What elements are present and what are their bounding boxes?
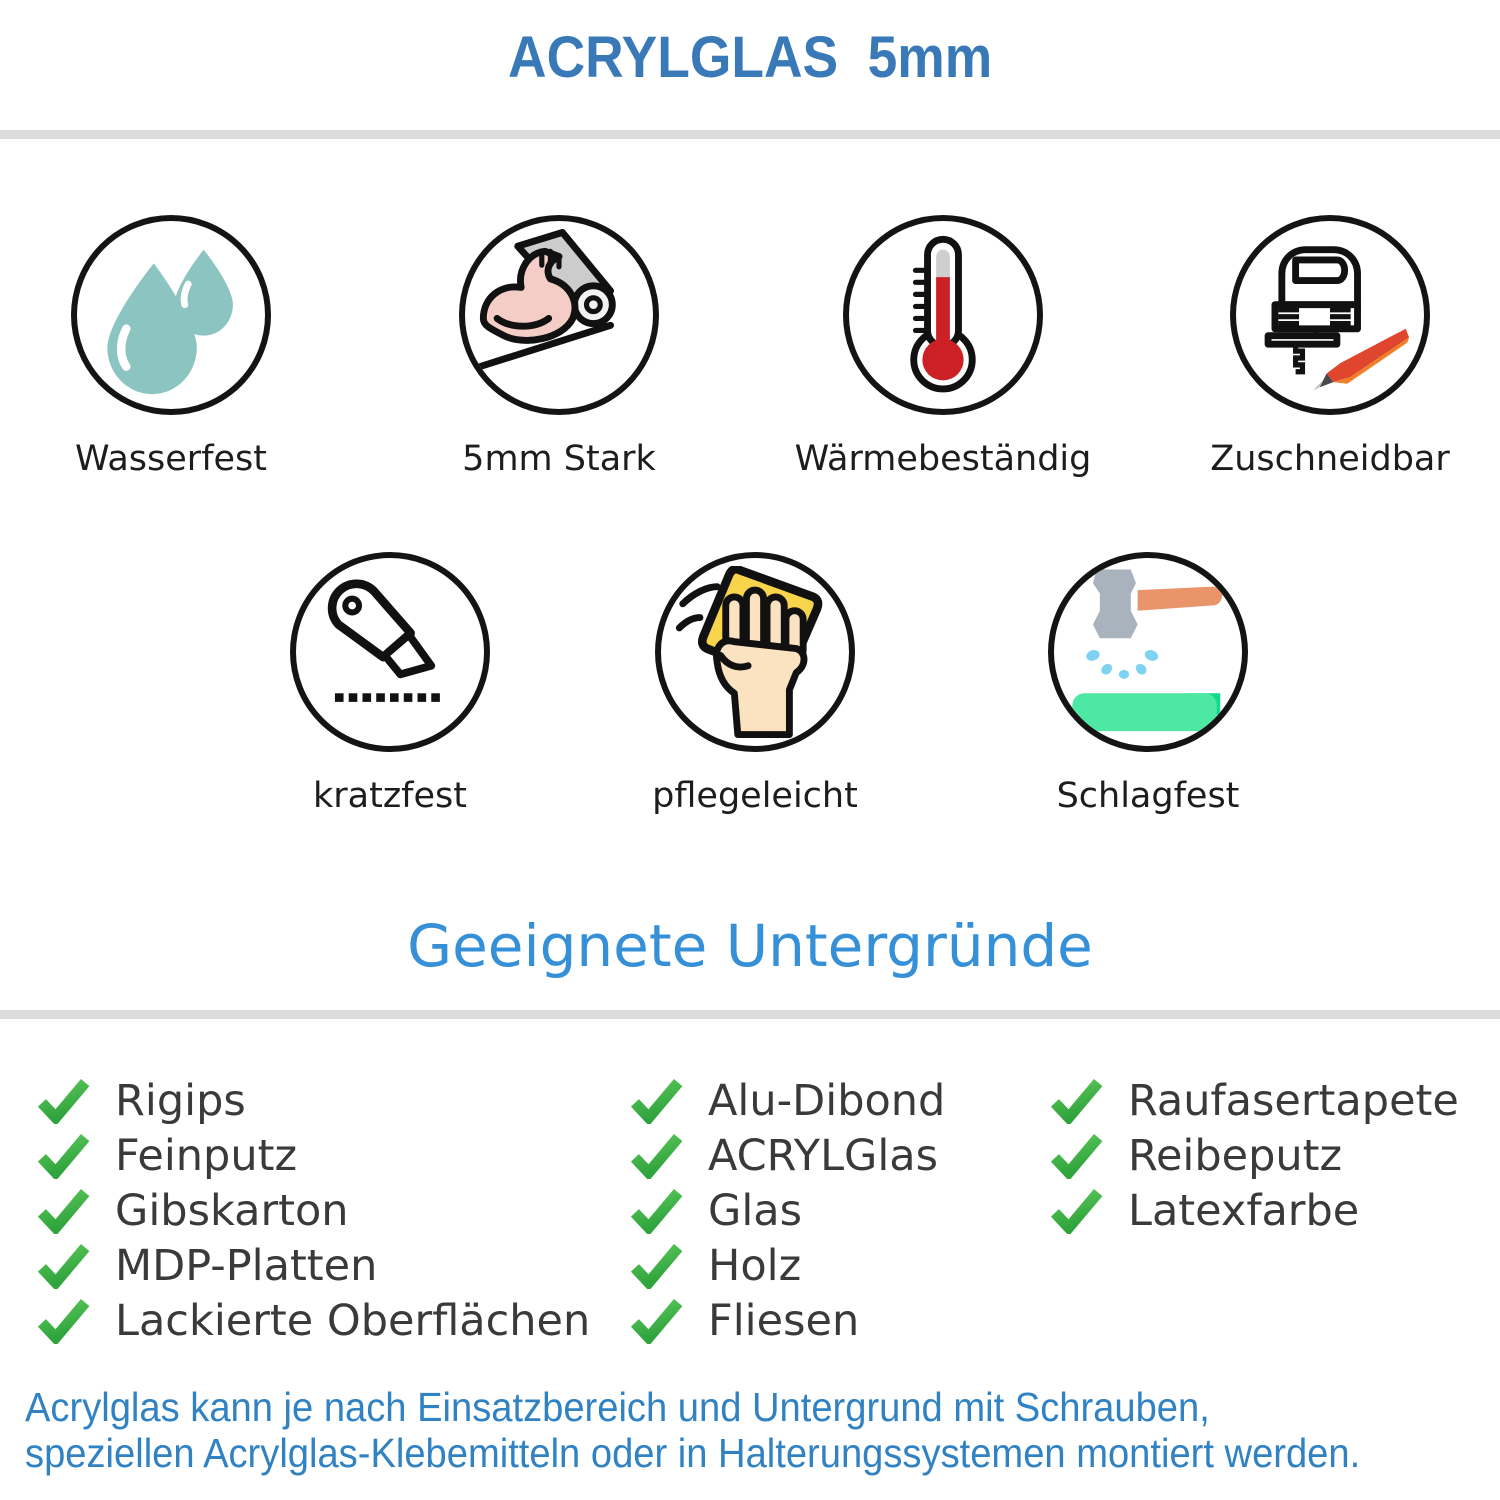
feature-circle: [655, 552, 855, 752]
surface-item: [628, 1238, 945, 1293]
check-icon: [1048, 1133, 1106, 1179]
surface-item: [35, 1073, 590, 1128]
hammer-icon: [1062, 566, 1234, 738]
surface-label: Reibeputz: [1128, 1130, 1343, 1181]
muscle-arm-icon: [473, 229, 645, 401]
feature-label: pflegeleicht: [652, 776, 858, 816]
surface-label: Glas: [708, 1185, 803, 1236]
feature-item-waermebestaendig: [793, 215, 1093, 479]
feature-circle: [1230, 215, 1430, 415]
check-icon: [1048, 1188, 1106, 1234]
page-title: ACRYLGLAS 5mm: [507, 25, 993, 90]
check-icon: [628, 1133, 686, 1179]
feature-label: Schlagfest: [1056, 776, 1240, 816]
check-icon: [35, 1133, 93, 1179]
surface-label: Rigips: [115, 1075, 246, 1126]
jigsaw-icon: [1244, 229, 1416, 401]
surface-label: Feinputz: [115, 1130, 298, 1181]
feature-circle: [459, 215, 659, 415]
feature-item-kratzfest: [240, 552, 540, 816]
feature-circle: [843, 215, 1043, 415]
feature-label: 5mm Stark: [462, 439, 656, 479]
surface-item: [628, 1183, 945, 1238]
surfaces-heading: Geeignete Untergründe: [407, 912, 1093, 980]
surface-label: Raufasertapete: [1128, 1075, 1459, 1126]
feature-label: Zuschneidbar: [1210, 439, 1450, 479]
mounting-note-line2: speziellen Acrylglas-Klebemitteln oder in Halterungssystemen montiert werden.: [25, 1430, 1361, 1476]
surface-label: Latexfarbe: [1128, 1185, 1360, 1236]
feature-item-schlagfest: [998, 552, 1298, 816]
water-drops-icon: [85, 229, 257, 401]
mounting-note: [25, 1384, 1485, 1476]
surface-item: [1048, 1073, 1459, 1128]
feature-item-pflegeleicht: [605, 552, 905, 816]
surface-label: ACRYLGlas: [708, 1130, 939, 1181]
surface-label: Holz: [708, 1240, 802, 1291]
check-icon: [628, 1298, 686, 1344]
feature-item-5mm-stark: [409, 215, 709, 479]
divider-middle: [0, 1010, 1500, 1019]
surface-item: [35, 1183, 590, 1238]
feature-circle: [71, 215, 271, 415]
check-icon: [35, 1243, 93, 1289]
feature-item-wasserfest: [21, 215, 321, 479]
check-icon: [628, 1078, 686, 1124]
surface-item: [35, 1238, 590, 1293]
check-icon: [35, 1298, 93, 1344]
divider-top: [0, 130, 1500, 139]
surface-item: [628, 1128, 945, 1183]
feature-circle: [1048, 552, 1248, 752]
feature-label: kratzfest: [312, 776, 467, 816]
feature-label: Wasserfest: [74, 439, 268, 479]
check-icon: [35, 1078, 93, 1124]
surface-label: Lackierte Oberflächen: [115, 1295, 591, 1346]
feature-circle: [290, 552, 490, 752]
utility-knife-icon: [304, 566, 476, 738]
surface-item: [1048, 1128, 1459, 1183]
surfaces-column-1: [35, 1073, 590, 1348]
surfaces-column-2: [628, 1073, 945, 1348]
check-icon: [628, 1188, 686, 1234]
surface-label: Gibskarton: [115, 1185, 349, 1236]
surface-item: [628, 1293, 945, 1348]
surface-item: [628, 1073, 945, 1128]
mounting-note-line1: Acrylglas kann je nach Einsatzbereich und Untergrund mit Schrauben,: [25, 1384, 1210, 1430]
surface-label: Alu-Dibond: [708, 1075, 946, 1126]
surfaces-column-3: [1048, 1073, 1459, 1238]
check-icon: [1048, 1078, 1106, 1124]
feature-label: Wärmebeständig: [794, 439, 1092, 479]
surface-label: MDP-Platten: [115, 1240, 378, 1291]
feature-item-zuschneidbar: [1180, 215, 1480, 479]
surface-item: [35, 1128, 590, 1183]
surface-item: [35, 1293, 590, 1348]
check-icon: [628, 1243, 686, 1289]
surface-item: [1048, 1183, 1459, 1238]
cleaning-cloth-icon: [669, 566, 841, 738]
surface-label: Fliesen: [708, 1295, 860, 1346]
thermometer-icon: [857, 229, 1029, 401]
check-icon: [35, 1188, 93, 1234]
